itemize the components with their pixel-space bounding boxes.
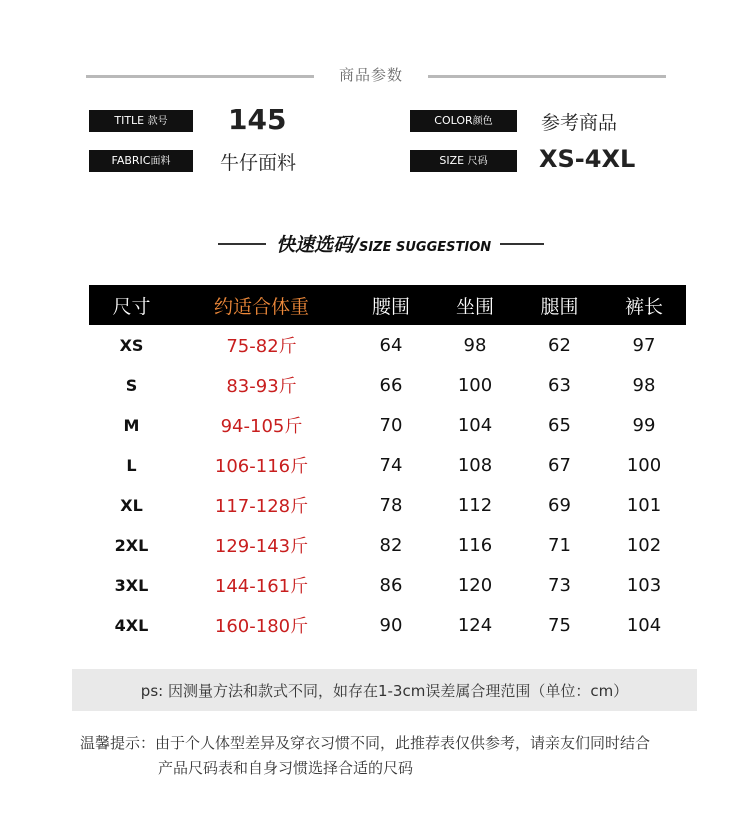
header-length: 裤长 — [602, 285, 686, 325]
cell-length: 97 — [632, 334, 656, 356]
cell-waist: 70 — [379, 414, 403, 436]
measurement-note-text: ps: 因测量方法和款式不同，如存在1-3cm误差属合理范围（单位：cm） — [140, 682, 629, 700]
table-row — [89, 565, 686, 605]
cell-thigh: 63 — [548, 374, 571, 396]
table-row — [89, 365, 686, 405]
cell-size: 3XL — [114, 575, 149, 595]
cell-waist: 86 — [379, 574, 403, 596]
header-hip: 坐围 — [433, 285, 517, 325]
section-divider-right — [428, 75, 666, 78]
section-divider-left — [86, 75, 314, 78]
header-weight: 约适合体重 — [174, 285, 349, 325]
suggestion-divider-right — [500, 243, 544, 245]
cell-waist: 82 — [379, 534, 403, 556]
cell-thigh: 62 — [548, 334, 571, 356]
cell-waist: 78 — [379, 494, 403, 516]
title-label-cn: 款号 — [147, 116, 168, 127]
cell-weight: 94-105斤 — [220, 416, 303, 437]
cell-hip: 112 — [457, 494, 493, 516]
fabric-label-cn: 面料 — [150, 156, 171, 167]
warm-tip-line1: 温馨提示：由于个人体型差异及穿衣习惯不同，此推荐表仅供参考，请亲友们同时结合 — [80, 734, 651, 752]
cell-waist: 66 — [379, 374, 403, 396]
cell-size: XS — [119, 335, 144, 355]
table-row — [89, 485, 686, 525]
table-row — [89, 325, 686, 365]
cell-waist: 90 — [379, 614, 403, 636]
size-value: XS-4XL — [539, 145, 636, 173]
cell-size: 2XL — [114, 535, 149, 555]
suggestion-divider-left — [218, 243, 266, 245]
cell-length: 99 — [632, 414, 656, 436]
title-label — [89, 110, 193, 132]
cell-size: M — [123, 415, 140, 435]
cell-weight: 129-143斤 — [214, 536, 309, 557]
cell-weight: 83-93斤 — [226, 376, 297, 397]
warm-tip-line2: 产品尺码表和自身习惯选择合适的尺码 — [158, 759, 414, 777]
cell-length: 98 — [632, 374, 656, 396]
cell-hip: 108 — [457, 454, 493, 476]
cell-hip: 100 — [457, 374, 493, 396]
cell-size: S — [125, 375, 138, 395]
warm-tip — [80, 731, 710, 781]
cell-hip: 120 — [457, 574, 493, 596]
cell-thigh: 71 — [548, 534, 571, 556]
color-value: 参考商品 — [541, 112, 618, 134]
color-label-en: COLOR — [434, 114, 473, 127]
section-title: 商品参数 — [338, 66, 403, 84]
cell-weight: 75-82斤 — [226, 336, 297, 357]
size-label-en: SIZE — [439, 154, 465, 167]
cell-waist: 74 — [379, 454, 403, 476]
fabric-label-en: FABRIC — [111, 154, 151, 167]
suggestion-title — [276, 230, 491, 257]
header-waist: 腰围 — [349, 285, 433, 325]
title-value: 145 — [228, 103, 287, 136]
cell-length: 100 — [626, 454, 662, 476]
cell-hip: 98 — [463, 334, 487, 356]
cell-length: 103 — [626, 574, 662, 596]
cell-length: 104 — [626, 614, 662, 636]
size-table — [89, 285, 686, 645]
cell-weight: 160-180斤 — [214, 616, 309, 637]
table-row — [89, 525, 686, 565]
cell-hip: 124 — [457, 614, 493, 636]
cell-hip: 116 — [457, 534, 493, 556]
size-label — [410, 150, 517, 172]
cell-thigh: 65 — [548, 414, 571, 436]
cell-size: 4XL — [114, 615, 149, 635]
table-row — [89, 405, 686, 445]
cell-weight: 117-128斤 — [214, 496, 309, 517]
cell-thigh: 75 — [548, 614, 571, 636]
cell-size: XL — [120, 495, 143, 515]
cell-thigh: 69 — [548, 494, 571, 516]
fabric-label — [89, 150, 193, 172]
table-row — [89, 445, 686, 485]
cell-weight: 144-161斤 — [214, 576, 309, 597]
title-label-en: TITLE — [114, 114, 145, 127]
cell-thigh: 73 — [548, 574, 571, 596]
header-thigh: 腿围 — [517, 285, 602, 325]
cell-waist: 64 — [379, 334, 403, 356]
cell-length: 102 — [626, 534, 662, 556]
cell-length: 101 — [626, 494, 662, 516]
cell-weight: 106-116斤 — [214, 456, 309, 477]
table-row — [89, 605, 686, 645]
color-label — [410, 110, 517, 132]
header-size: 尺寸 — [89, 285, 174, 325]
cell-size: L — [126, 455, 137, 475]
suggestion-title-en: SIZE SUGGESTION — [358, 240, 492, 255]
cell-thigh: 67 — [548, 454, 571, 476]
measurement-note — [72, 669, 697, 711]
table-header-row — [89, 285, 686, 325]
suggestion-title-cn: 快速选码/ — [276, 234, 359, 256]
size-label-cn: 尺码 — [467, 156, 488, 167]
fabric-value: 牛仔面料 — [220, 152, 297, 174]
cell-hip: 104 — [457, 414, 493, 436]
color-label-cn: 颜色 — [472, 116, 493, 127]
